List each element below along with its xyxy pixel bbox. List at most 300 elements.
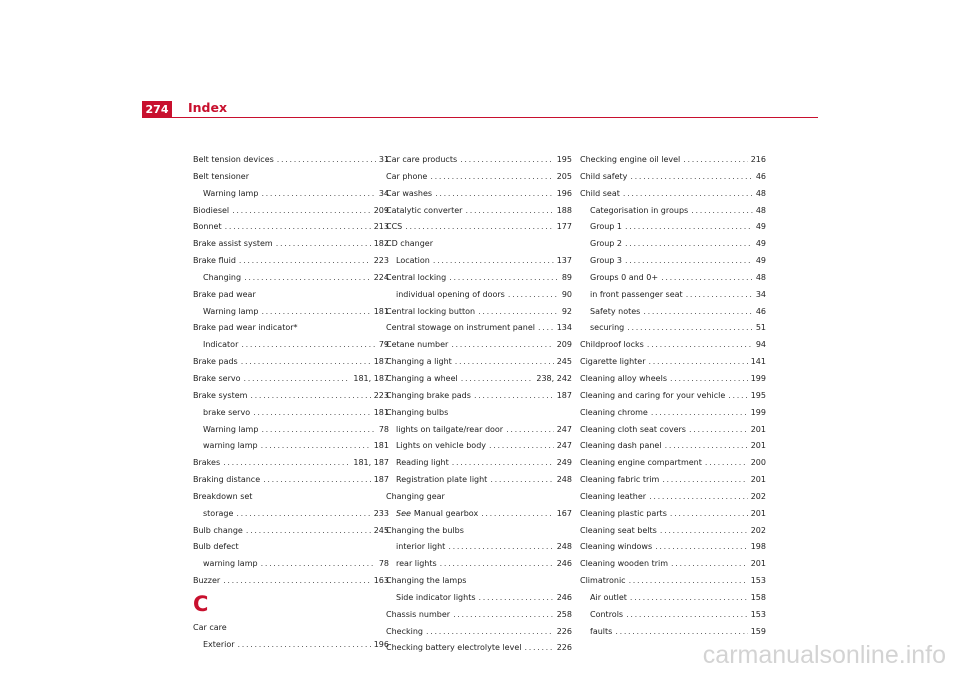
index-entry [193,457,389,468]
index-entry [386,491,572,502]
dot-leader [430,171,553,182]
index-entry [386,339,572,350]
entry-label: Cleaning seat belts [580,525,657,535]
dot-leader [630,592,748,603]
dot-leader [625,255,753,266]
entry-label: Brake pad wear indicator* [193,323,298,333]
index-entry [386,592,572,603]
entry-page: 89 [561,272,572,282]
index-entry [386,322,572,333]
entry-label: Indicator [203,340,239,350]
index-entry [193,221,389,232]
dot-leader [250,390,370,401]
entry-page: 153 [750,609,766,619]
dot-leader [615,626,747,637]
entry-label: Groups 0 and 0+ [590,272,659,282]
dot-leader [261,558,376,569]
dot-leader [277,154,376,165]
entry-label: Belt tension devices [193,155,274,164]
dot-leader [253,407,371,418]
entry-page: 199 [750,407,766,417]
index-entry [386,373,572,384]
entry-label: faults [590,626,613,636]
watermark: carmanualsonline.info [702,641,946,669]
entry-label: rear lights [396,559,437,569]
entry-page: 159 [750,626,766,636]
index-entry [386,407,572,418]
entry-label: Air outlet [590,592,627,602]
index-entry [580,289,766,300]
entry-label: Group 2 [590,239,622,249]
dot-leader [506,424,554,435]
index-entry [580,440,766,451]
entry-label: Checking engine oil level [580,155,681,164]
index-entry [580,188,766,199]
entry-page: 48 [755,272,766,282]
entry-label: Exterior [203,639,235,649]
entry-page: 51 [755,323,766,333]
entry-page: 34 [378,188,389,198]
dot-leader [683,154,747,165]
entry-label: individual opening of doors [396,289,505,299]
entry-page: 94 [755,340,766,350]
index-entry [193,339,389,350]
entry-page: 92 [561,306,572,316]
dot-leader [655,541,748,552]
entry-label: Location [396,256,430,266]
index-entry [386,255,572,266]
entry-page: 196 [373,639,389,649]
dot-leader [433,255,554,266]
entry-page: 195 [556,155,572,164]
entry-label: Cleaning chrome [580,407,648,417]
entry-page: 90 [561,289,572,299]
index-entry [193,356,389,367]
index-entry [193,171,389,182]
entry-page: 202 [750,491,766,501]
dot-leader [405,221,553,232]
dot-leader [629,575,748,586]
entry-label: Brake servo [193,373,241,383]
index-entry [193,390,389,401]
entry-page: 188 [556,205,572,215]
index-entry [386,205,572,216]
dot-leader [649,356,748,367]
index-entry [193,289,389,300]
index-entry [386,474,572,485]
entry-label: lights on tailgate/rear door [396,424,504,434]
index-entry [580,525,766,536]
entry-label: Cleaning plastic parts [580,508,667,518]
dot-leader [276,238,371,249]
dot-leader [440,558,554,569]
dot-leader [489,440,554,451]
index-entry [193,474,389,485]
entry-page: 226 [556,626,572,636]
index-entry [580,609,766,620]
dot-leader [705,457,748,468]
entry-label: Controls [590,609,624,619]
entry-label: Central stowage on instrument panel [386,323,535,333]
entry-label: Central locking button [386,306,476,316]
index-entry [386,558,572,569]
entry-label: Group 3 [590,256,622,266]
index-entry [580,171,766,182]
entry-label: Breakdown set [193,491,253,501]
entry-label: warning lamp [203,441,258,451]
index-entry [386,221,572,232]
entry-page: 79 [378,340,389,350]
entry-page: 177 [556,222,572,232]
entry-page: 238, 242 [536,373,572,383]
entry-page: 247 [556,441,572,451]
index-entry [193,491,389,502]
index-entry [193,255,389,266]
index-entry [580,205,766,216]
dot-leader [244,373,351,384]
dot-leader [452,457,554,468]
index-entry [580,558,766,569]
dot-leader [728,390,747,401]
entry-page: 141 [750,357,766,367]
index-entry [580,154,766,165]
index-entry [580,424,766,435]
entry-page: 224 [373,272,389,282]
entry-label: Brake assist system [193,239,273,249]
index-entry [386,440,572,451]
index-entry [386,154,572,165]
index-entry [580,474,766,485]
entry-page: 247 [556,424,572,434]
entry-page: 201 [750,441,766,451]
entry-page: 187 [556,390,572,400]
entry-label: Childproof locks [580,340,644,350]
entry-page: 158 [750,592,766,602]
dot-leader [451,339,553,350]
entry-label: Warning lamp [203,424,259,434]
index-entry [580,255,766,266]
index-entry [386,171,572,182]
header-rule [142,117,818,118]
index-entry [193,525,389,536]
entry-page: 49 [755,256,766,266]
entry-page: 187 [373,357,389,367]
entry-page: 216 [750,155,766,164]
entry-label: Brake fluid [193,256,236,266]
index-entry [193,639,389,650]
entry-page: 48 [755,205,766,215]
page-title: Index [188,100,228,115]
dot-leader [651,407,748,418]
index-entry [193,272,389,283]
dot-leader [223,457,350,468]
index-entry [580,592,766,603]
entry-label: Safety notes [590,306,641,316]
entry-label: Manual gearbox [413,508,479,518]
dot-leader [261,306,370,317]
entry-page: 181 [373,407,389,417]
index-entry [193,306,389,317]
entry-page: 226 [556,643,572,653]
entry-page: 202 [750,525,766,535]
index-entry [580,457,766,468]
index-entry [386,457,572,468]
section-letter: C [193,591,209,616]
entry-label: Group 1 [590,222,622,232]
entry-label: Bonnet [193,222,222,232]
index-entry [580,575,766,586]
entry-page: 153 [750,576,766,586]
entry-label: Cleaning windows [580,542,653,552]
dot-leader [261,440,371,451]
entry-page: 181, 187 [353,373,389,383]
dot-leader [647,339,753,350]
entry-page: 49 [755,239,766,249]
index-entry [193,154,389,165]
entry-label: Registration plate light [396,475,488,485]
dot-leader [246,525,371,536]
dot-leader [670,373,748,384]
entry-label: Central locking [386,272,447,282]
dot-leader [661,272,753,283]
dot-leader [238,639,371,650]
dot-leader [239,255,371,266]
entry-label: Checking [386,626,423,636]
index-entry [193,205,389,216]
dot-leader [241,339,375,350]
dot-leader [689,424,748,435]
dot-leader [461,373,534,384]
entry-page: 213 [373,222,389,232]
entry-page: 205 [556,171,572,181]
entry-label: Warning lamp [203,306,259,316]
dot-leader [626,609,748,620]
entry-label: Changing brake pads [386,390,471,400]
dot-leader [453,609,554,620]
dot-leader [691,205,753,216]
entry-label: Brake pads [193,357,238,367]
dot-leader [460,154,554,165]
index-entry [580,322,766,333]
dot-leader [426,626,554,637]
index-entry [193,622,389,633]
entry-label: Changing the lamps [386,576,467,586]
index-entry [193,508,389,519]
dot-leader [474,390,554,401]
entry-label: Buzzer [193,576,221,586]
dot-leader [223,575,371,586]
index-entry [193,188,389,199]
index-entry [193,322,389,333]
entry-page: 246 [556,592,572,602]
index-entry [193,541,389,552]
entry-page: 187 [373,475,389,485]
dot-leader [686,289,753,300]
entry-page: 31 [378,155,389,164]
entry-label: Cigarette lighter [580,357,646,367]
entry-label: Cleaning alloy wheels [580,373,667,383]
index-entry [386,575,572,586]
index-entry [193,440,389,451]
entry-label: in front passenger seat [590,289,683,299]
index-entry [580,238,766,249]
index-entry [386,238,572,249]
index-entry [193,238,389,249]
dot-leader [261,424,375,435]
entry-page: 249 [556,458,572,468]
entry-page: 201 [750,508,766,518]
entry-label: Reading light [396,458,449,468]
dot-leader [671,558,748,569]
dot-leader [241,356,371,367]
index-entry [193,558,389,569]
entry-page: 248 [556,475,572,485]
index-entry [193,407,389,418]
see-reference: See [396,508,411,518]
entry-label: Cleaning leather [580,491,647,501]
dot-leader [479,592,554,603]
entry-label: Climatronic [580,576,626,586]
index-entry [386,356,572,367]
entry-page: 46 [755,171,766,181]
dot-leader [623,188,753,199]
entry-label: Child seat [580,188,620,198]
dot-leader [448,541,553,552]
dot-leader [625,221,753,232]
entry-label: Bulb change [193,525,243,535]
entry-label: Changing [203,272,242,282]
entry-label: Child safety [580,171,628,181]
entry-label: Biodiesel [193,205,230,215]
entry-page: 201 [750,559,766,569]
dot-leader [665,440,748,451]
dot-leader [662,474,747,485]
index-entry [386,289,572,300]
dot-leader [649,491,748,502]
entry-page: 167 [556,508,572,518]
index-entry [193,424,389,435]
entry-page: 209 [556,340,572,350]
entry-label: Changing a light [386,357,452,367]
dot-leader [225,221,371,232]
entry-page: 181 [373,441,389,451]
dot-leader [508,289,559,300]
entry-page: 195 [750,390,766,400]
entry-label: Brakes [193,458,221,468]
index-entry [386,541,572,552]
entry-page: 245 [373,525,389,535]
entry-label: Changing a wheel [386,373,458,383]
index-entry [580,390,766,401]
index-entry [386,390,572,401]
dot-leader [465,205,553,216]
entry-label: Bulb defect [193,542,239,552]
entry-page: 248 [556,542,572,552]
entry-label: Changing gear [386,491,445,501]
entry-page: 258 [556,609,572,619]
entry-page: 34 [755,289,766,299]
entry-label: Catalytic converter [386,205,463,215]
dot-leader [232,205,371,216]
dot-leader [538,322,554,333]
dot-leader [478,306,559,317]
index-entry [580,407,766,418]
index-entry [386,306,572,317]
entry-page: 163 [373,576,389,586]
entry-page: 233 [373,508,389,518]
entry-page: 46 [755,306,766,316]
entry-page: 182 [373,239,389,249]
entry-label: CCS [386,222,403,232]
entry-page: 48 [755,188,766,198]
entry-page: 181, 187 [353,458,389,468]
entry-page: 246 [556,559,572,569]
entry-label: Brake system [193,390,248,400]
dot-leader [263,474,371,485]
index-entry [580,491,766,502]
entry-label: brake servo [203,407,251,417]
dot-leader [643,306,752,317]
index-entry [580,221,766,232]
entry-page: 137 [556,256,572,266]
entry-label: Cetane number [386,340,449,350]
index-entry [386,272,572,283]
index-entry [580,339,766,350]
entry-label: Categorisation in groups [590,205,689,215]
entry-label: warning lamp [203,559,258,569]
entry-label: Warning lamp [203,188,259,198]
entry-label: Cleaning fabric trim [580,475,660,485]
entry-page: 223 [373,390,389,400]
index-entry [193,373,389,384]
index-entry [386,609,572,620]
entry-page: 245 [556,357,572,367]
entry-page: 201 [750,424,766,434]
dot-leader [627,322,753,333]
entry-label: Side indicator lights [396,592,476,602]
entry-label: Cleaning dash panel [580,441,662,451]
entry-label: securing [590,323,625,333]
entry-label: Checking battery electrolyte level [386,643,522,653]
entry-label: Car washes [386,188,433,198]
entry-label: Braking distance [193,475,261,485]
entry-label: Car care [193,622,227,632]
entry-label: Cleaning and caring for your vehicle [580,390,726,400]
index-entry [580,626,766,637]
dot-leader [455,356,554,367]
index-column-1 [193,154,389,656]
entry-label: interior light [396,542,446,552]
index-entry [386,626,572,637]
index-entry [386,525,572,536]
entry-label: Cleaning engine compartment [580,458,702,468]
dot-leader [261,188,375,199]
entry-page: 196 [556,188,572,198]
entry-label: storage [203,508,234,518]
entry-page: 223 [373,256,389,266]
entry-page: 198 [750,542,766,552]
dot-leader [449,272,559,283]
dot-leader [660,525,748,536]
entry-page: 200 [750,458,766,468]
dot-leader [630,171,752,182]
entry-label: Belt tensioner [193,171,250,181]
entry-page: 181 [373,306,389,316]
page-number: 274 [142,101,172,117]
dot-leader [481,508,554,519]
entry-page: 134 [556,323,572,333]
entry-label: Car phone [386,171,428,181]
